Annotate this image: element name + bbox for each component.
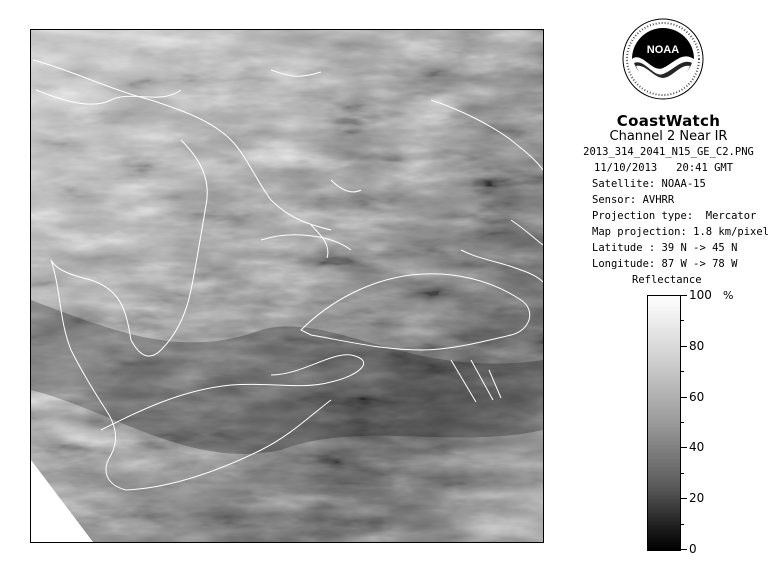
colorbar-unit: %	[723, 289, 734, 302]
colorbar-tick-label: 80	[689, 338, 705, 353]
colorbar-tick	[681, 397, 687, 398]
file-name: 2013_314_2041_N15_GE_C2.PNG	[583, 146, 754, 158]
svg-text:NOAA: NOAA	[646, 44, 680, 56]
channel-name: Channel 2 Near IR	[609, 129, 728, 144]
colorbar-tick	[681, 498, 687, 499]
colorbar-tick-label: 40	[689, 440, 705, 455]
colorbar-tick-label: 20	[689, 491, 705, 506]
colorbar-tick	[681, 295, 687, 296]
colorbar-tick	[681, 346, 687, 347]
reflectance-image	[31, 30, 543, 542]
sensor: Sensor: AVHRR	[592, 194, 675, 206]
satellite: Satellite: NOAA-15	[592, 178, 706, 190]
colorbar-tick	[681, 371, 684, 372]
datetime: 11/10/2013 20:41 GMT	[594, 162, 734, 174]
colorbar-tick	[681, 524, 684, 525]
colorbar-title: Reflectance	[632, 274, 702, 286]
latitude-range: Latitude : 39 N -> 45 N	[592, 242, 738, 254]
colorbar-tick	[681, 320, 684, 321]
reflectance-colorbar	[647, 295, 681, 551]
colorbar-tick-label: 100	[689, 288, 712, 302]
noaa-logo-icon	[622, 18, 704, 100]
colorbar-axis	[681, 288, 761, 556]
satellite-image[interactable]	[30, 29, 544, 543]
colorbar-tick-label: 0	[689, 542, 697, 556]
longitude-range: Longitude: 87 W -> 78 W	[592, 258, 738, 270]
colorbar-tick	[681, 422, 684, 423]
map-projection: Map projection: 1.8 km/pixel	[592, 226, 770, 238]
colorbar-tick	[681, 549, 687, 550]
colorbar-tick	[681, 473, 684, 474]
colorbar-tick	[681, 447, 687, 448]
product-brand: CoastWatch	[616, 112, 721, 130]
colorbar-tick-label: 60	[689, 389, 705, 404]
projection-type: Projection type: Mercator	[592, 210, 757, 222]
